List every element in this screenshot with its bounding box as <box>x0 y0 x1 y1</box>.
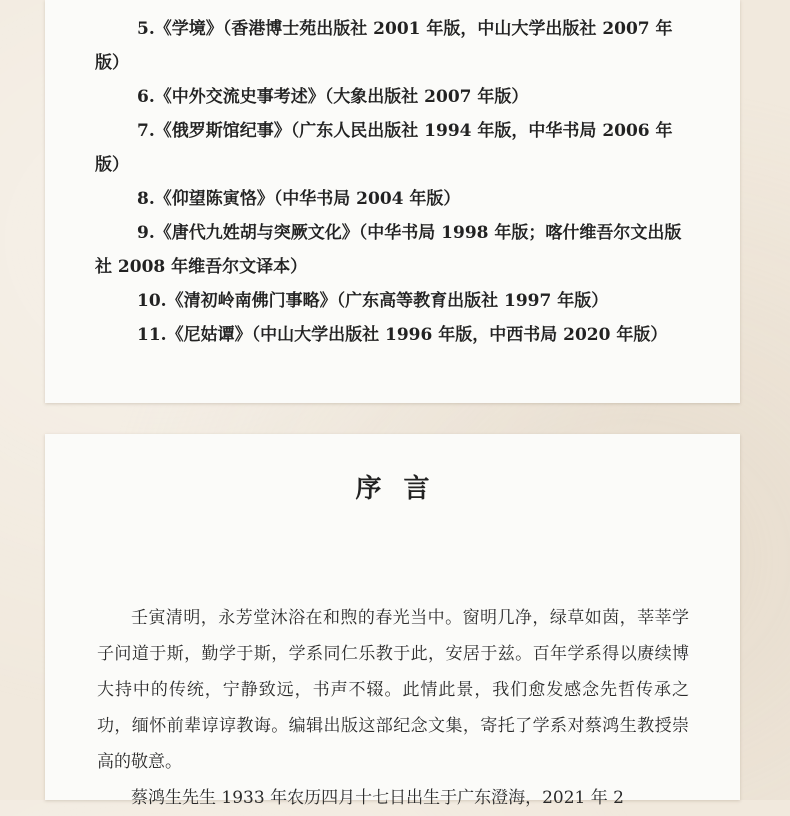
reference-item: 5.《学境》（香港博士苑出版社 2001 年版，中山大学出版社 2007 年版） <box>95 19 673 73</box>
reference-item: 6.《中外交流史事考述》（大象出版社 2007 年版） <box>137 87 529 107</box>
reference-item: 7.《俄罗斯馆纪事》（广东人民出版社 1994 年版，中华书局 2006 年版） <box>95 121 673 175</box>
reference-list <box>95 8 695 352</box>
preface-paragraph: 蔡鸿生先生 1933 年农历四月十七日出生于广东澄海，2021 年 2 <box>131 788 624 808</box>
reference-item: 8.《仰望陈寅恪》（中华书局 2004 年版） <box>137 189 461 209</box>
reference-item: 10.《清初岭南佛门事略》（广东高等教育出版社 1997 年版） <box>137 291 609 311</box>
preface-paragraph: 壬寅清明，永芳堂沐浴在和煦的春光当中。窗明几净，绿草如茵，莘莘学子问道于斯，勤学于斯，学系同仁乐教于此，安居于兹。百年学系得以赓续博大持中的传统，宁静致远，书声不辍。此情此景，我们愈发感念先哲传承之功，缅怀前辈谆谆教诲。编辑出版这部纪念文集，寄托了学系对蔡鸿生教授崇高的敬意。 <box>97 608 689 772</box>
reference-item: 11.《尼姑谭》（中山大学出版社 1996 年版，中西书局 2020 年版） <box>137 325 668 345</box>
reference-item-cut <box>95 8 695 12</box>
book-page-preface <box>45 434 740 808</box>
reference-item: 9.《唐代九姓胡与突厥文化》（中华书局 1998 年版；喀什维吾尔文出版社 2008 年维吾尔文译本） <box>95 223 682 277</box>
book-page-references <box>45 0 740 403</box>
preface-title: 序言 <box>355 474 452 504</box>
preface-body <box>97 600 689 816</box>
